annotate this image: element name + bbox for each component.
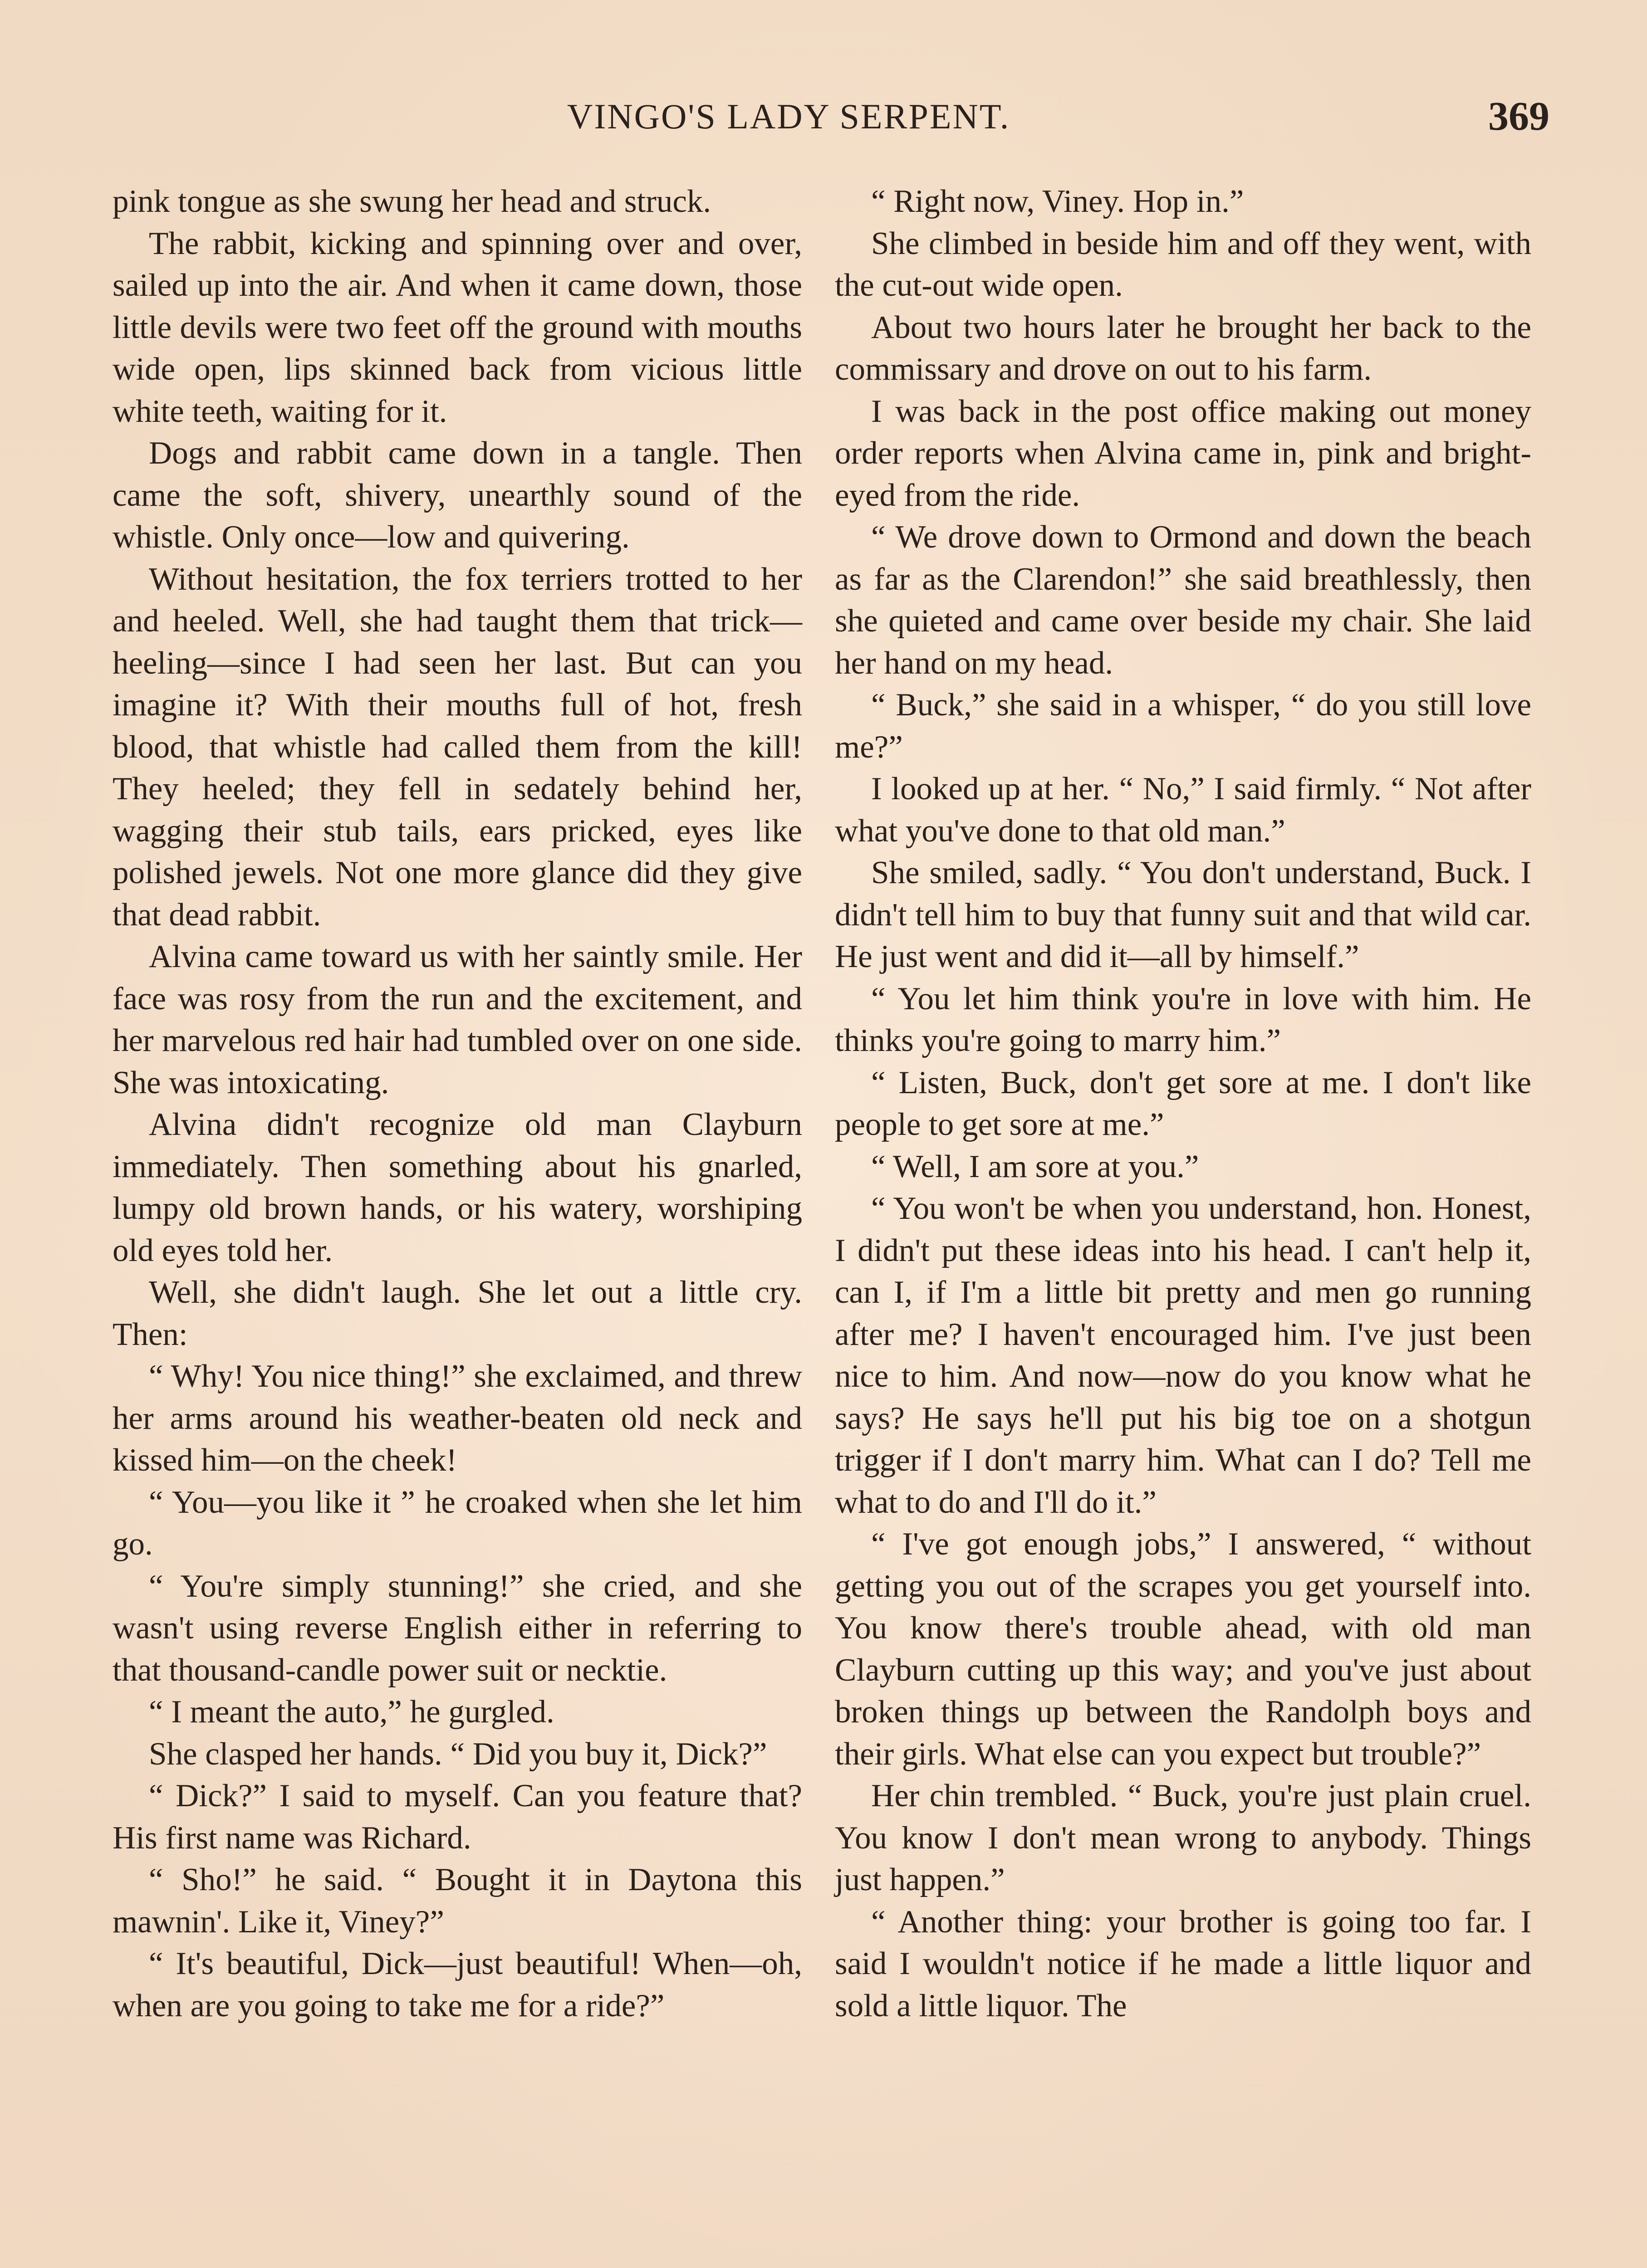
paragraph: I looked up at her. “ No,” I said firmly. “ Not after what you've done to that old man.”: [835, 771, 1531, 849]
right-text-column: [835, 181, 1531, 2027]
paragraph: “ Why! You nice thing!” she exclaimed, and threw her arms around his weather-beaten old neck and kissed him—on the cheek!: [113, 1359, 802, 1478]
paragraph: Dogs and rabbit came down in a tangle. Then came the soft, shivery, unearthly sound of the whistle. Only once—low and quivering.: [113, 435, 802, 555]
paragraph: I was back in the post office making out money order reports when Alvina came in, pink and bright-eyed from the ride.: [835, 393, 1531, 513]
paragraph: Alvina didn't recognize old man Clayburn immediately. Then something about his gnarled, lumpy old brown hands, or his watery, worshiping old eyes told her.: [113, 1107, 802, 1268]
running-title: VINGO'S LADY SERPENT.: [567, 97, 1010, 136]
paragraph: She smiled, sadly. “ You don't understand, Buck. I didn't tell him to buy that funny suit and that wild car. He just went and did it—all by himself.”: [835, 855, 1531, 974]
paragraph: “ You're simply stunning!” she cried, and she wasn't using reverse English either in referring to that thousand-candle power suit or necktie.: [113, 1568, 802, 1688]
paragraph: pink tongue as she swung her head and struck.: [113, 184, 711, 219]
page-number: 369: [1488, 94, 1549, 139]
paragraph: “ I've got enough jobs,” I answered, “ without getting you out of the scrapes you get yourself into. You know there's trouble ahead, with old man Clayburn cutting up this way; and you've just about broken things up between the Randolph boys and their girls. What else can you expect but trouble?”: [835, 1526, 1531, 1772]
paragraph: “ You—you like it ” he croaked when she let him go.: [113, 1484, 802, 1562]
paragraph: “ We drove down to Ormond and down the beach as far as the Clarendon!” she said breathlessly, then she quieted and came over beside my chair. She laid her hand on my head.: [835, 519, 1531, 681]
paragraph: “ I meant the auto,” he gurgled.: [149, 1694, 554, 1730]
paragraph: Without hesitation, the fox terriers trotted to her and heeled. Well, she had taught them that trick—heeling—since I had seen her last. But can you imagine it? With their mouths full of hot, fresh blood, that whistle had called them from the kill! They heeled; they fell in sedately behind her, wagging their stub tails, ears pricked, eyes like polished jewels. Not one more glance did they give that dead rabbit.: [113, 561, 802, 933]
paragraph: The rabbit, kicking and spinning over and over, sailed up into the air. And when it came down, those little devils were two feet off the ground with mouths wide open, lips skinned back from vicious little white teeth, waiting for it.: [113, 225, 802, 429]
left-text-column: [113, 181, 802, 2027]
paragraph: “ You let him think you're in love with him. He thinks you're going to marry him.”: [835, 981, 1531, 1058]
paragraph: About two hours later he brought her back to the commissary and drove on out to his farm.: [835, 309, 1531, 387]
paragraph: “ Buck,” she said in a whisper, “ do you still love me?”: [835, 687, 1531, 765]
paragraph: “ Another thing: your brother is going too far. I said I wouldn't notice if he made a little liquor and sold a little liquor. The: [835, 1904, 1531, 2024]
paragraph: “ It's beautiful, Dick—just beautiful! When—oh, when are you going to take me for a ride?”: [113, 1946, 802, 2024]
paragraph: Well, she didn't laugh. She let out a little cry. Then:: [113, 1275, 802, 1352]
paragraph: “ Well, I am sore at you.”: [871, 1149, 1199, 1184]
paragraph: “ Dick?” I said to myself. Can you feature that? His first name was Richard.: [113, 1778, 802, 1856]
paragraph: She climbed in beside him and off they went, with the cut-out wide open.: [835, 225, 1531, 303]
paragraph: Her chin trembled. “ Buck, you're just plain cruel. You know I don't mean wrong to anybody. Things just happen.”: [835, 1778, 1531, 1897]
paragraph: “ Listen, Buck, don't get sore at me. I don't like people to get sore at me.”: [835, 1065, 1531, 1142]
paragraph: She clasped her hands. “ Did you buy it, Dick?”: [149, 1736, 767, 1772]
paragraph: Alvina came toward us with her saintly smile. Her face was rosy from the run and the excitement, and her marvelous red hair had tumbled over on one side. She was intoxicating.: [113, 939, 802, 1100]
paragraph: “ You won't be when you understand, hon. Honest, I didn't put these ideas into his head. I can't help it, can I, if I'm a little bit pretty and men go running after me? I haven't encouraged him. I've just been nice to him. And now—now do you know what he says? He says he'll put his big toe on a shotgun trigger if I don't marry him. What can I do? Tell me what to do and I'll do it.”: [835, 1191, 1531, 1520]
paragraph: “ Sho!” he said. “ Bought it in Daytona this mawnin'. Like it, Viney?”: [113, 1862, 802, 1940]
paragraph: “ Right now, Viney. Hop in.”: [871, 184, 1244, 219]
